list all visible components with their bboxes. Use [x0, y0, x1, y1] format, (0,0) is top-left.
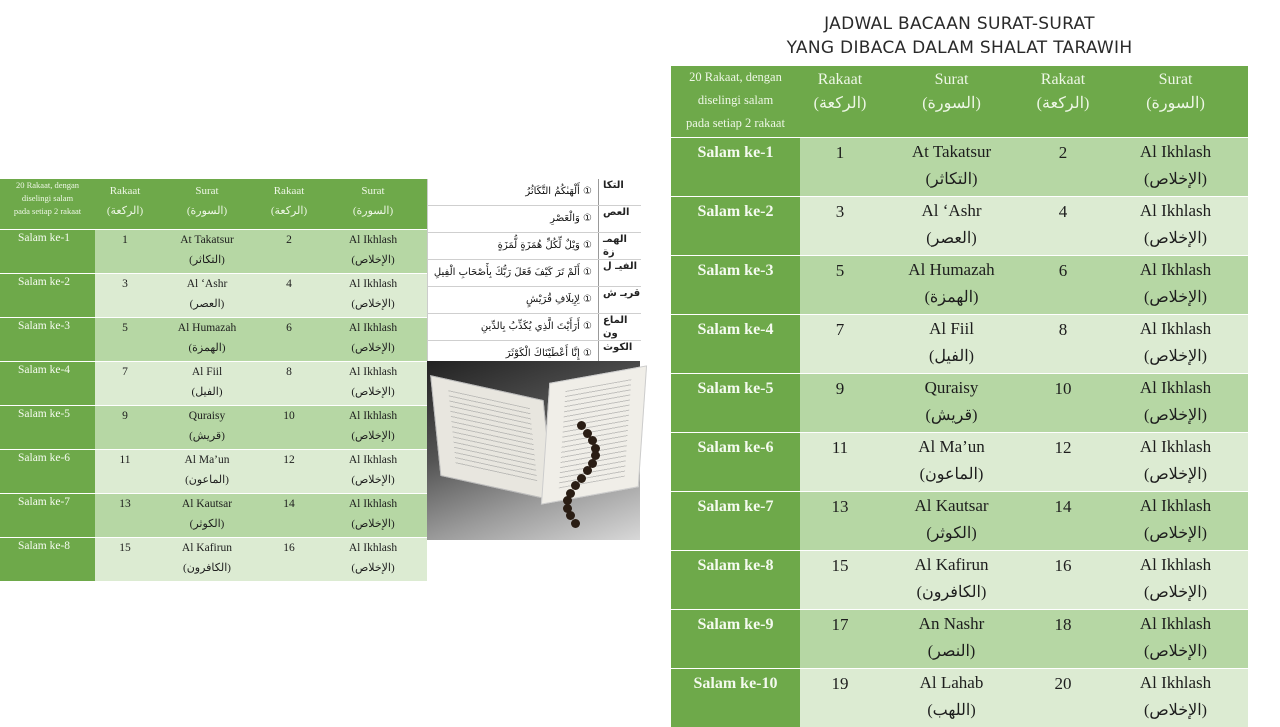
surat-1-cell [880, 315, 1023, 374]
surat-name: Al Fiil [155, 362, 259, 383]
surat-1-cell [880, 256, 1023, 315]
rakaat-number: 19 [832, 674, 849, 693]
surat-name: Al Lahab [880, 669, 1023, 697]
salam-label-text: Salam ke-7 [18, 496, 70, 508]
main-schedule-table [671, 66, 1248, 727]
salam-label [671, 551, 800, 610]
surat-2-cell [1103, 492, 1248, 551]
surat-name: Al Ikhlash [319, 450, 427, 471]
main-table-row [671, 374, 1248, 433]
surat-1-cell [155, 362, 259, 406]
surat-name-arabic: (الإخلاص) [319, 427, 427, 445]
surat-name-arabic: (الإخلاص) [319, 471, 427, 489]
rakaat-2-cell [1023, 256, 1103, 315]
surat-name: Al Ikhlash [319, 406, 427, 427]
quran-verse-text: أَرَأَيْتَ الَّذِي يُكَذِّبُ بِالدِّينِ ① [428, 314, 599, 340]
rakaat-number: 10 [1055, 379, 1072, 398]
main-table-row [671, 610, 1248, 669]
surat-name-arabic: (الإخلاص) [319, 559, 427, 577]
quran-verse-text: إِنَّا أَعْطَيْنَاكَ الْكَوْثَرَ ① [428, 341, 599, 367]
surat-2-cell [1103, 551, 1248, 610]
rakaat-number: 14 [283, 498, 295, 510]
surat-name: Al Ma’un [880, 433, 1023, 461]
rakaat-number: 4 [1059, 202, 1068, 221]
surat-name: Al Kautsar [155, 494, 259, 515]
rakaat-2-cell [1023, 138, 1103, 197]
salam-label [671, 315, 800, 374]
rakaat-2-cell [259, 494, 319, 538]
surat-1-cell [155, 230, 259, 274]
salam-label-text: Salam ke-7 [698, 498, 774, 515]
surat-name-arabic: (الكافرون) [880, 579, 1023, 607]
rakaat-2-cell [259, 274, 319, 318]
rakaat-1-cell [95, 362, 155, 406]
rakaat-number: 8 [286, 366, 292, 378]
quran-left-page [430, 375, 554, 501]
rakaat-1-cell [800, 374, 880, 433]
header-surat-2: Surat (السورة) [1103, 66, 1248, 138]
surat-2-cell [319, 450, 427, 494]
small-table-row [0, 362, 427, 406]
small-schedule-table [0, 179, 427, 540]
rakaat-2-cell [259, 538, 319, 582]
salam-label-text: Salam ke-3 [698, 262, 774, 279]
surah-name-label: العص [599, 206, 641, 232]
salam-label-text: Salam ke-5 [698, 380, 774, 397]
surah-name-label: التكا [599, 179, 641, 205]
surat-1-cell [880, 433, 1023, 492]
rakaat-2-cell [259, 318, 319, 362]
rakaat-number: 3 [836, 202, 845, 221]
rakaat-2-cell [259, 362, 319, 406]
rakaat-1-cell [95, 494, 155, 538]
rakaat-number: 2 [286, 234, 292, 246]
salam-label [0, 362, 95, 406]
surat-name-arabic: (الإخلاص) [1103, 343, 1248, 371]
surat-name-arabic: (التكاثر) [155, 251, 259, 269]
surat-name-arabic: (الماعون) [155, 471, 259, 489]
surat-2-cell [1103, 197, 1248, 256]
rakaat-1-cell [95, 230, 155, 274]
page-title-line-1: JADWAL BACAAN SURAT-SURAT [671, 14, 1248, 34]
main-table-header [671, 66, 1248, 138]
surat-name-arabic: (الفيل) [880, 343, 1023, 371]
surat-name-arabic: (قريش) [155, 427, 259, 445]
rakaat-number: 15 [119, 542, 131, 554]
quran-text-excerpt [427, 179, 641, 361]
salam-label-text: Salam ke-5 [18, 408, 70, 420]
surat-name-arabic: (الإخلاص) [1103, 520, 1248, 548]
surat-2-cell [1103, 138, 1248, 197]
surat-2-cell [1103, 374, 1248, 433]
surat-1-cell [880, 551, 1023, 610]
surat-name: Quraisy [155, 406, 259, 427]
small-table-row [0, 450, 427, 494]
surah-name-label: الهمـ زة [599, 233, 641, 259]
rakaat-number: 11 [119, 454, 130, 466]
surat-name: Al Ma’un [155, 450, 259, 471]
small-header-surat-2: Surat (السورة) [319, 179, 427, 230]
rakaat-2-cell [1023, 551, 1103, 610]
surat-name-arabic: (الكوثر) [155, 515, 259, 533]
quran-verse-text: أَلْهَىٰكُمُ التَّكَاثُرُ ① [428, 179, 599, 205]
salam-label-text: Salam ke-1 [698, 144, 774, 161]
rakaat-number: 7 [122, 366, 128, 378]
rakaat-number: 7 [836, 320, 845, 339]
rakaat-1-cell [800, 551, 880, 610]
bead-icon [571, 519, 580, 528]
salam-label [671, 374, 800, 433]
surah-name-label: الماع ون [599, 314, 641, 340]
salam-label [671, 610, 800, 669]
surat-name-arabic: (الكوثر) [880, 520, 1023, 548]
salam-label-text: Salam ke-4 [18, 364, 70, 376]
surat-name-arabic: (اللهب) [880, 697, 1023, 725]
rakaat-number: 17 [832, 615, 849, 634]
surat-name-arabic: (الكافرون) [155, 559, 259, 577]
quran-verse-text: أَلَمْ تَرَ كَيْفَ فَعَلَ رَبُّكَ بِأَصْحَابِ الْفِيلِ ① [428, 260, 599, 286]
rakaat-1-cell [800, 669, 880, 727]
surat-name: Al ‘Ashr [880, 197, 1023, 225]
quran-verse-row [428, 260, 641, 287]
surat-name-arabic: (العصر) [880, 225, 1023, 253]
header-surat-1: Surat (السورة) [880, 66, 1023, 138]
surat-name-arabic: (الإخلاص) [1103, 225, 1248, 253]
surat-1-cell [155, 318, 259, 362]
quran-verse-row [428, 206, 641, 233]
surat-name: Al Ikhlash [1103, 551, 1248, 579]
surat-name-arabic: (العصر) [155, 295, 259, 313]
surat-1-cell [880, 492, 1023, 551]
surat-name: Al Kautsar [880, 492, 1023, 520]
salam-label [671, 433, 800, 492]
surat-2-cell [319, 494, 427, 538]
surat-2-cell [1103, 610, 1248, 669]
main-table-row [671, 492, 1248, 551]
main-table-row [671, 256, 1248, 315]
surat-name: Al Ikhlash [1103, 374, 1248, 402]
surat-name-arabic: (الإخلاص) [1103, 461, 1248, 489]
salam-label [671, 669, 800, 727]
rakaat-2-cell [1023, 433, 1103, 492]
rakaat-2-cell [1023, 374, 1103, 433]
salam-label-text: Salam ke-10 [694, 675, 778, 692]
rakaat-2-cell [259, 406, 319, 450]
small-table-row [0, 230, 427, 274]
rakaat-number: 10 [283, 410, 295, 422]
rakaat-2-cell [1023, 315, 1103, 374]
surat-name-arabic: (التكاثر) [880, 166, 1023, 194]
surat-name: An Nashr [880, 610, 1023, 638]
rakaat-number: 3 [122, 278, 128, 290]
rakaat-number: 12 [283, 454, 295, 466]
surat-name-arabic: (الفيل) [155, 383, 259, 401]
surat-1-cell [155, 406, 259, 450]
salam-label [0, 274, 95, 318]
main-table-row [671, 315, 1248, 374]
surat-name-arabic: (الهمزة) [155, 339, 259, 357]
salam-label-text: Salam ke-6 [698, 439, 774, 456]
small-table-header [0, 179, 427, 230]
surat-name-arabic: (الإخلاص) [1103, 579, 1248, 607]
bead-icon [583, 466, 592, 475]
salam-label-text: Salam ke-9 [698, 616, 774, 633]
rakaat-2-cell [1023, 197, 1103, 256]
small-table-row [0, 406, 427, 450]
surat-1-cell [155, 450, 259, 494]
salam-label [0, 494, 95, 538]
surat-name-arabic: (الإخلاص) [319, 339, 427, 357]
salam-label [671, 138, 800, 197]
surat-name: Al Ikhlash [1103, 433, 1248, 461]
rakaat-number: 5 [836, 261, 845, 280]
quran-verse-text: وَالْعَصْرِ ① [428, 206, 599, 232]
quran-verse-text: لِإِيلَافِ قُرَيْشٍ ① [428, 287, 599, 313]
surat-name-arabic: (الإخلاص) [1103, 166, 1248, 194]
surat-name: Al Ikhlash [1103, 315, 1248, 343]
surat-name: Al Ikhlash [319, 538, 427, 559]
surat-name: Al Kafirun [155, 538, 259, 559]
rakaat-1-cell [95, 406, 155, 450]
rakaat-number: 6 [286, 322, 292, 334]
surat-1-cell [155, 538, 259, 582]
salam-label [0, 450, 95, 494]
rakaat-number: 18 [1055, 615, 1072, 634]
rakaat-number: 6 [1059, 261, 1068, 280]
surat-name: At Takatsur [880, 138, 1023, 166]
main-table-row [671, 669, 1248, 727]
main-table-row [671, 433, 1248, 492]
surat-name-arabic: (الإخلاص) [1103, 697, 1248, 725]
surat-name-arabic: (الإخلاص) [1103, 638, 1248, 666]
rakaat-number: 13 [832, 497, 849, 516]
salam-label-text: Salam ke-2 [18, 276, 70, 288]
surat-2-cell [319, 538, 427, 582]
surat-name: Al Ikhlash [319, 230, 427, 251]
salam-label-text: Salam ke-4 [698, 321, 774, 338]
surat-name: Al Ikhlash [1103, 492, 1248, 520]
rakaat-number: 20 [1055, 674, 1072, 693]
surat-name: Al Ikhlash [1103, 669, 1248, 697]
surat-name: Al Ikhlash [319, 494, 427, 515]
surat-name: Al Ikhlash [1103, 610, 1248, 638]
surat-name: Al ‘Ashr [155, 274, 259, 295]
main-schedule-panel [671, 0, 1248, 720]
left-collage-image [0, 179, 640, 540]
small-table-row [0, 318, 427, 362]
salam-label [0, 538, 95, 582]
rakaat-1-cell [800, 197, 880, 256]
small-table-row [0, 274, 427, 318]
surat-name-arabic: (الإخلاص) [319, 295, 427, 313]
salam-label [0, 318, 95, 362]
salam-label-text: Salam ke-6 [18, 452, 70, 464]
surah-name-label: الكوث [599, 341, 641, 367]
salam-label [0, 230, 95, 274]
surat-name: At Takatsur [155, 230, 259, 251]
surat-1-cell [880, 374, 1023, 433]
surat-1-cell [880, 669, 1023, 727]
rakaat-number: 16 [283, 542, 295, 554]
rakaat-number: 9 [122, 410, 128, 422]
rakaat-number: 11 [832, 438, 848, 457]
surat-name-arabic: (الإخلاص) [319, 383, 427, 401]
rakaat-number: 2 [1059, 143, 1068, 162]
surat-1-cell [880, 197, 1023, 256]
page-title-line-2: YANG DIBACA DALAM SHALAT TARAWIH [671, 38, 1248, 58]
surat-name: Al Ikhlash [319, 318, 427, 339]
surat-name-arabic: (الإخلاص) [319, 515, 427, 533]
surat-name-arabic: (الإخلاص) [319, 251, 427, 269]
rakaat-1-cell [800, 315, 880, 374]
small-table-row [0, 494, 427, 538]
quran-verse-row [428, 179, 641, 206]
surat-name: Al Ikhlash [1103, 197, 1248, 225]
surat-name: Al Kafirun [880, 551, 1023, 579]
small-header-surat-1: Surat (السورة) [155, 179, 259, 230]
rakaat-2-cell [259, 450, 319, 494]
small-table-row [0, 538, 427, 582]
surat-2-cell [1103, 256, 1248, 315]
rakaat-number: 16 [1055, 556, 1072, 575]
quran-photo-icon [427, 361, 640, 540]
surat-name: Al Ikhlash [1103, 138, 1248, 166]
salam-label [671, 492, 800, 551]
rakaat-number: 1 [122, 234, 128, 246]
quran-verse-row [428, 233, 641, 260]
surat-2-cell [1103, 669, 1248, 727]
rakaat-1-cell [800, 138, 880, 197]
rakaat-number: 8 [1059, 320, 1068, 339]
salam-label-text: Salam ke-2 [698, 203, 774, 220]
surat-name-arabic: (الهمزة) [880, 284, 1023, 312]
surat-2-cell [319, 362, 427, 406]
surah-name-label: قريـ ش [599, 287, 641, 313]
surat-name: Al Humazah [155, 318, 259, 339]
surat-name: Al Fiil [880, 315, 1023, 343]
small-header-rakaat-1: Rakaat (الركعة) [95, 179, 155, 230]
rakaat-number: 15 [832, 556, 849, 575]
rakaat-number: 1 [836, 143, 845, 162]
surat-name: Quraisy [880, 374, 1023, 402]
rakaat-number: 13 [119, 498, 131, 510]
rakaat-2-cell [1023, 610, 1103, 669]
rakaat-1-cell [95, 538, 155, 582]
surat-name: Al Ikhlash [319, 274, 427, 295]
rakaat-1-cell [800, 610, 880, 669]
prayer-beads-icon [567, 421, 627, 531]
surat-1-cell [155, 494, 259, 538]
rakaat-number: 4 [286, 278, 292, 290]
surat-2-cell [319, 274, 427, 318]
salam-label-text: Salam ke-1 [18, 232, 70, 244]
rakaat-1-cell [95, 318, 155, 362]
rakaat-1-cell [95, 274, 155, 318]
salam-label-text: Salam ke-8 [698, 557, 774, 574]
surat-name-arabic: (النصر) [880, 638, 1023, 666]
salam-label [671, 197, 800, 256]
surat-2-cell [319, 406, 427, 450]
salam-label [0, 406, 95, 450]
header-rakaat-1: Rakaat (الركعة) [800, 66, 880, 138]
rakaat-2-cell [1023, 669, 1103, 727]
surat-1-cell [880, 138, 1023, 197]
surat-name-arabic: (الإخلاص) [1103, 284, 1248, 312]
small-header-label: 20 Rakaat, dengan diselingi salam pada setiap 2 rakaat [0, 179, 95, 230]
surat-2-cell [319, 230, 427, 274]
surat-2-cell [1103, 315, 1248, 374]
rakaat-number: 14 [1055, 497, 1072, 516]
salam-label-text: Salam ke-3 [18, 320, 70, 332]
rakaat-1-cell [800, 256, 880, 315]
surat-2-cell [1103, 433, 1248, 492]
header-rakaat-2: Rakaat (الركعة) [1023, 66, 1103, 138]
surat-name: Al Ikhlash [319, 362, 427, 383]
rakaat-1-cell [800, 433, 880, 492]
quran-verse-text: وَيْلٌ لِّكُلِّ هُمَزَةٍ لُّمَزَةٍ ① [428, 233, 599, 259]
rakaat-number: 9 [836, 379, 845, 398]
rakaat-1-cell [800, 492, 880, 551]
main-table-row [671, 138, 1248, 197]
rakaat-2-cell [259, 230, 319, 274]
rakaat-number: 5 [122, 322, 128, 334]
surat-name-arabic: (الإخلاص) [1103, 402, 1248, 430]
surat-1-cell [155, 274, 259, 318]
main-table-row [671, 197, 1248, 256]
salam-label [671, 256, 800, 315]
surat-name-arabic: (قريش) [880, 402, 1023, 430]
surat-name: Al Ikhlash [1103, 256, 1248, 284]
rakaat-1-cell [95, 450, 155, 494]
rakaat-number: 12 [1055, 438, 1072, 457]
header-label: 20 Rakaat, dengan diselingi salam pada setiap 2 rakaat [671, 66, 800, 138]
salam-label-text: Salam ke-8 [18, 540, 70, 552]
main-table-row [671, 551, 1248, 610]
surah-name-label: الفيـ ل [599, 260, 641, 286]
surat-1-cell [880, 610, 1023, 669]
quran-verse-row [428, 287, 641, 314]
small-header-rakaat-2: Rakaat (الركعة) [259, 179, 319, 230]
quran-verse-row [428, 314, 641, 341]
rakaat-2-cell [1023, 492, 1103, 551]
surat-name-arabic: (الماعون) [880, 461, 1023, 489]
surat-name: Al Humazah [880, 256, 1023, 284]
surat-2-cell [319, 318, 427, 362]
